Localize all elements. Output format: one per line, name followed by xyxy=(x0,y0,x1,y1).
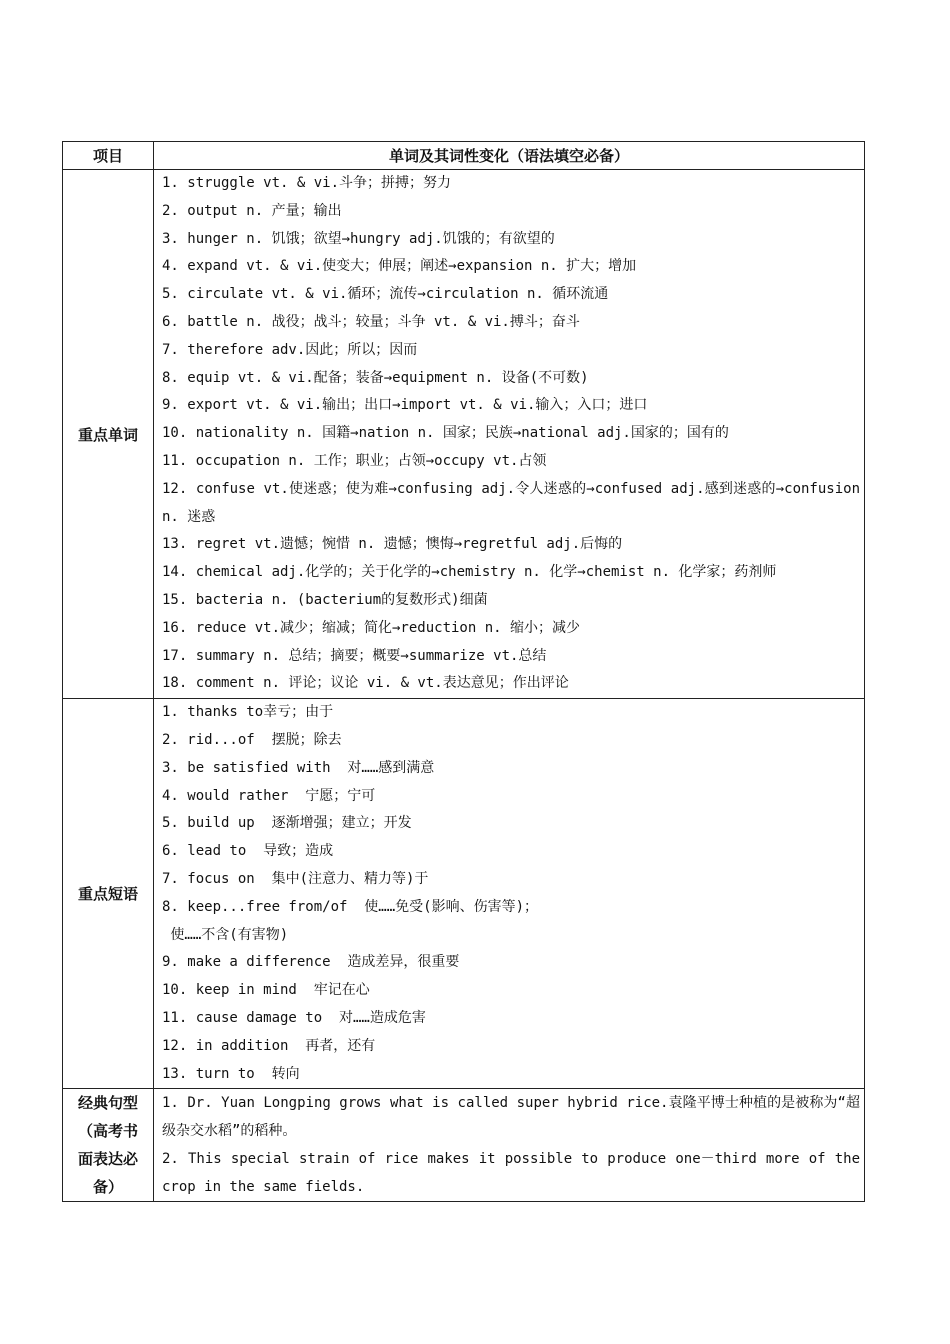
list-item: 使……不含(有害物) xyxy=(162,926,289,943)
list-item: 6. battle n. 战役；战斗；较量；斗争 vt. & vi.搏斗；奋斗 xyxy=(162,313,580,330)
list-item: 17. summary n. 总结；摘要；概要→summarize vt.总结 xyxy=(162,647,547,664)
list-item: 8. keep...free from/of 使……免受(影响、伤害等)； xyxy=(162,898,539,915)
list-item: 9. make a difference 造成差异，很重要 xyxy=(162,954,460,971)
list-item: 4. would rather 宁愿；宁可 xyxy=(162,787,376,804)
list-item: 5. circulate vt. & vi.循环；流传→circulation n. 循环流通 xyxy=(162,286,609,303)
words-label: 重点单词 xyxy=(63,170,154,699)
list-item: 10. nationality n. 国籍→nation n. 国家；民族→national adj.国家的；国有的 xyxy=(162,425,729,442)
phrases-cell xyxy=(154,699,865,1089)
phrases-label: 重点短语 xyxy=(63,699,154,1089)
list-item: 4. expand vt. & vi.使变大；伸展；阐述→expansion n. 扩大；增加 xyxy=(162,258,637,275)
list-item: 3. hunger n. 饥饿；欲望→hungry adj.饥饿的；有欲望的 xyxy=(162,230,555,247)
sentences-label-line: 备） xyxy=(92,1178,123,1197)
header-item: 项目 xyxy=(63,142,154,170)
list-item: 2. output n. 产量；输出 xyxy=(162,202,342,219)
list-item: 12. confuse vt.使迷惑；使为难→confusing adj.令人迷惑的→confused adj.感到迷惑的→confusion n. 迷惑 xyxy=(162,480,860,525)
list-item: 5. build up 逐渐增强；建立；开发 xyxy=(162,815,412,832)
list-item: 1. thanks to幸亏；由于 xyxy=(162,704,334,721)
words-cell xyxy=(154,170,865,699)
list-item: 1. Dr. Yuan Longping grows what is called super hybrid rice.袁隆平博士种植的是被称为“超级杂交水稻”的稻种。 xyxy=(162,1095,860,1140)
vocabulary-table xyxy=(62,141,865,1202)
list-item: 1. struggle vt. & vi.斗争；拼搏；努力 xyxy=(162,175,452,191)
list-item: 7. focus on 集中(注意力、精力等)于 xyxy=(162,870,429,887)
phrases-list xyxy=(154,699,864,1088)
list-item: 12. in addition 再者，还有 xyxy=(162,1037,376,1054)
sentences-label-line: （高考书 xyxy=(77,1122,138,1141)
phrases-row xyxy=(63,699,865,1089)
list-item: 13. regret vt.遗憾；惋惜 n. 遗憾；懊悔→regretful adj.后悔的 xyxy=(162,536,623,553)
list-item: 7. therefore adv.因此；所以；因而 xyxy=(162,341,418,358)
sentences-cell xyxy=(154,1089,865,1202)
sentences-label xyxy=(63,1089,154,1202)
list-item: 11. occupation n. 工作；职业；占领→occupy vt.占领 xyxy=(162,452,547,469)
list-item: 3. be satisfied with 对……感到满意 xyxy=(162,759,435,776)
list-item: 2. rid...of 摆脱；除去 xyxy=(162,731,342,748)
list-item: 15. bacteria n. (bacterium的复数形式)细菌 xyxy=(162,591,488,608)
words-list xyxy=(154,170,864,698)
list-item: 2. This special strain of rice makes it possible to produce one－third more of the crop in the same fields. xyxy=(162,1151,860,1196)
list-item: 18. comment n. 评论；议论 vi. & vt.表达意见；作出评论 xyxy=(162,675,569,692)
sentences-label-line: 经典句型 xyxy=(77,1094,138,1113)
list-item: 14. chemical adj.化学的；关于化学的→chemistry n. 化学→chemist n. 化学家；药剂师 xyxy=(162,564,777,581)
sentences-label-line: 面表达必 xyxy=(77,1150,138,1169)
header-words: 单词及其词性变化（语法填空必备） xyxy=(154,142,865,170)
sentences-row xyxy=(63,1089,865,1202)
list-item: 6. lead to 导致；造成 xyxy=(162,843,334,860)
list-item: 8. equip vt. & vi.配备；装备→equipment n. 设备(不可数) xyxy=(162,369,589,386)
list-item: 9. export vt. & vi.输出；出口→import vt. & vi.输入；入口；进口 xyxy=(162,397,648,414)
words-row xyxy=(63,170,865,699)
list-item: 10. keep in mind 牢记在心 xyxy=(162,982,370,999)
list-item: 13. turn to 转向 xyxy=(162,1065,300,1082)
list-item: 11. cause damage to 对……造成危害 xyxy=(162,1009,426,1026)
sentences-list xyxy=(154,1089,864,1201)
list-item: 16. reduce vt.减少；缩减；简化→reduction n. 缩小；减少 xyxy=(162,619,581,636)
header-row xyxy=(63,142,865,170)
